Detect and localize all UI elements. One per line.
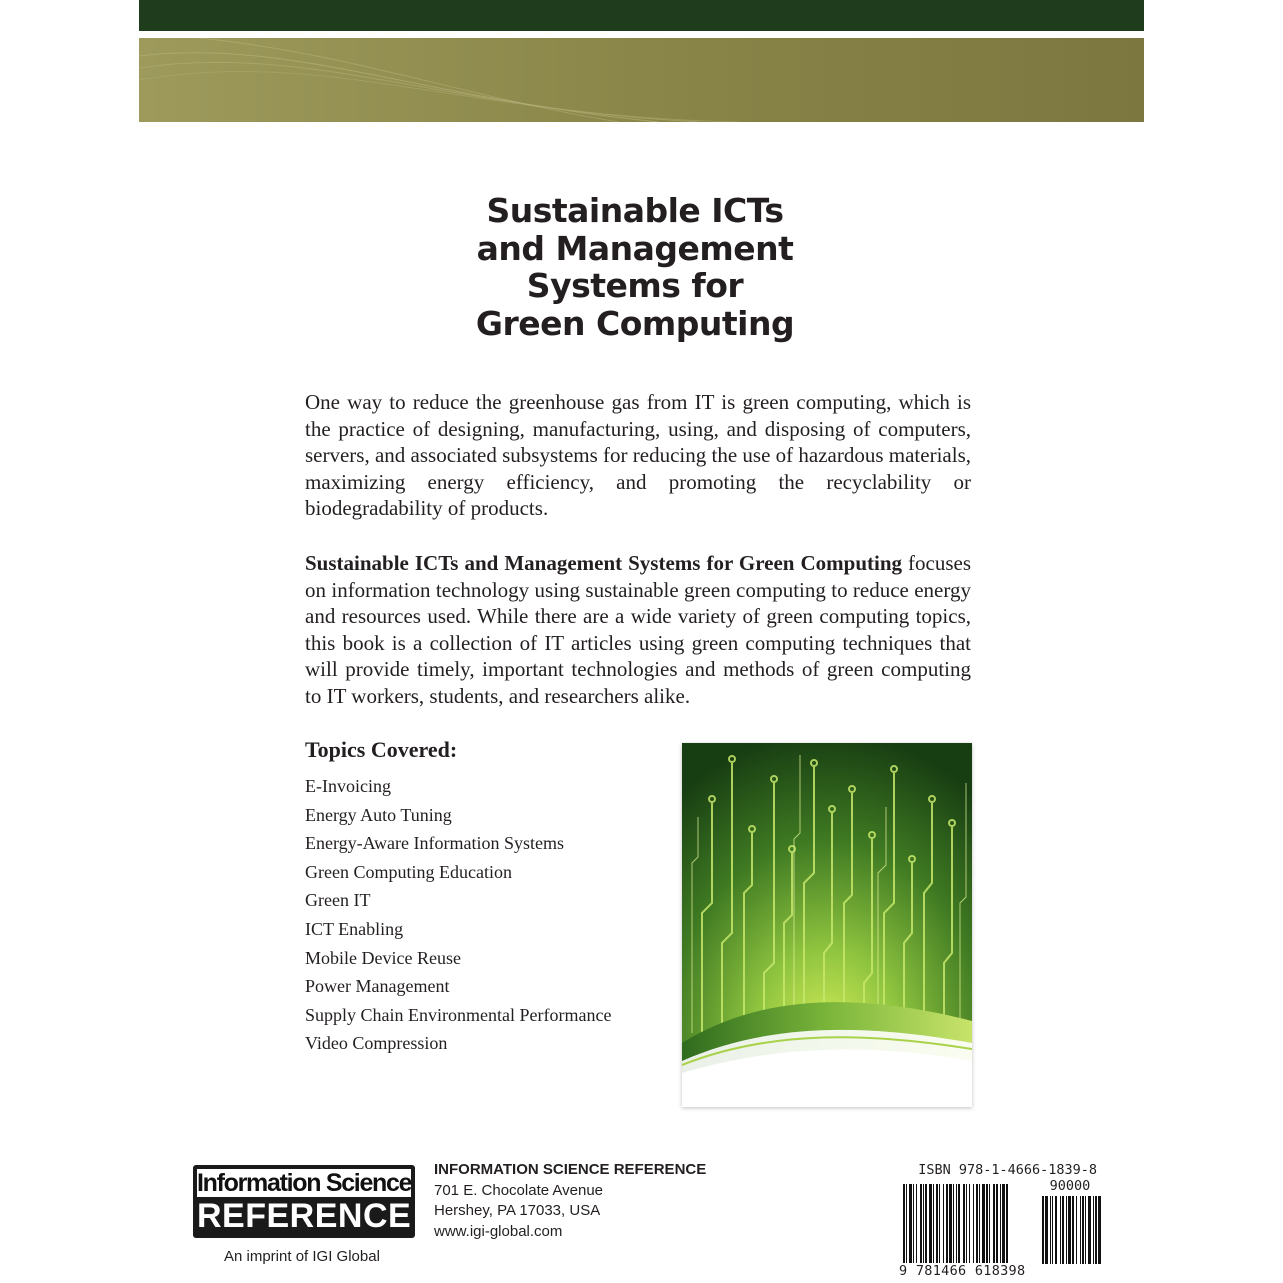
barcode-bar (1098, 1196, 1101, 1264)
barcode-bar (943, 1184, 944, 1264)
description-paragraph-1: One way to reduce the greenhouse gas from IT is green computing, which is the practice of designing, manufacturing, using, and disposing of computers, servers, and associated subsystems for reducing the use of hazardous materials, maximizing energy efficiency, and promoting the recyclability or biodegradability of products. (305, 390, 971, 521)
description-paragraph-2 (305, 550, 971, 710)
barcode-bar (973, 1184, 974, 1264)
barcode-bar (989, 1184, 990, 1264)
decorative-swoosh (139, 38, 1144, 122)
barcode-bar (1066, 1196, 1067, 1264)
barcode-bar (1006, 1184, 1008, 1264)
barcode-bar (963, 1184, 965, 1264)
header-olive-band (139, 38, 1144, 122)
topics-list (305, 772, 611, 1058)
barcode-bar (946, 1184, 948, 1264)
publisher-website[interactable]: www.igi-global.com (434, 1222, 563, 1240)
title-line: and Management (476, 228, 794, 268)
topic-item: Power Management (305, 976, 450, 997)
barcode-bar (1050, 1196, 1051, 1264)
topic-item: Green Computing Education (305, 861, 512, 882)
barcode-bar (1082, 1196, 1084, 1264)
barcode-bar (1076, 1196, 1077, 1264)
barcode-bar (993, 1184, 995, 1264)
topics-heading: Topics Covered: (305, 737, 458, 762)
barcode-bar (1080, 1196, 1081, 1264)
barcode-bar (936, 1184, 938, 1264)
barcode-bar (976, 1184, 978, 1264)
cover-thumbnail-image (682, 743, 972, 1107)
barcode-bar (1002, 1184, 1005, 1264)
publisher-name: INFORMATION SCIENCE REFERENCE (434, 1161, 707, 1178)
barcode-bar (956, 1184, 957, 1264)
topic-item: Supply Chain Environmental Performance (305, 1004, 612, 1025)
barcode-bar (949, 1184, 952, 1264)
isbn-text: ISBN 978-1-4666-1839-8 (918, 1162, 1097, 1178)
barcode-bar (913, 1184, 914, 1264)
barcode-bar (996, 1184, 998, 1264)
barcode-bar (929, 1184, 932, 1264)
barcode-bar (1000, 1184, 1001, 1264)
ean-digits: 9 781466 618398 (899, 1263, 1026, 1279)
publisher-logo (193, 1165, 415, 1238)
barcode-bar (1055, 1196, 1057, 1264)
title-line: Green Computing (475, 303, 795, 343)
barcode-bar (966, 1184, 967, 1264)
barcode-bar (986, 1184, 988, 1264)
address-line-1: 701 E. Chocolate Avenue (434, 1181, 604, 1199)
barcode-bar (958, 1184, 960, 1264)
barcode-bar (982, 1184, 985, 1264)
barcode-bar (903, 1184, 905, 1264)
barcode-bar (925, 1184, 927, 1264)
circuit-art (682, 743, 972, 1107)
barcode-bar (1045, 1196, 1048, 1264)
imprint-text: An imprint of IGI Global (224, 1248, 380, 1265)
barcode-bar (1068, 1196, 1071, 1264)
price-code: 90000 (1040, 1178, 1100, 1194)
topic-item: Energy-Aware Information Systems (305, 833, 564, 854)
barcode-bar (1093, 1196, 1094, 1264)
barcode-bar (1042, 1196, 1044, 1264)
paragraph-2-text: focuses on information technology using sustainable green computing to reduce energy and resources used. While there are a wide variety of green computing topics, this book is a collection of IT articles using green computing techniques that will provide timely, important technologies and methods of green computing to IT workers, students, and researchers alike. (305, 551, 971, 708)
topic-item: Energy Auto Tuning (305, 804, 452, 825)
publisher-address (434, 1160, 706, 1242)
header-dark-bar (139, 0, 1144, 31)
topic-item: Video Compression (305, 1033, 448, 1054)
topic-item: Green IT (305, 890, 371, 911)
barcode-bar (933, 1184, 934, 1264)
barcode-bar (916, 1184, 917, 1264)
topic-item: E-Invoicing (305, 776, 391, 796)
topic-item: ICT Enabling (305, 918, 404, 939)
barcode-bar (1062, 1196, 1064, 1264)
barcode-bar (1085, 1196, 1086, 1264)
barcode-bar (1060, 1196, 1061, 1264)
barcode-bar (939, 1184, 940, 1264)
barcode-bar (906, 1184, 907, 1264)
barcode-bar (909, 1184, 912, 1264)
barcode-bar (1095, 1196, 1097, 1264)
barcode-bar (953, 1184, 954, 1264)
barcode-bar (1052, 1196, 1053, 1264)
book-title-inline: Sustainable ICTs and Management Systems for Green Computing (305, 551, 903, 575)
logo-line-1: Information Science (197, 1169, 412, 1197)
book-title (380, 192, 890, 342)
barcode-bar (1088, 1196, 1091, 1264)
barcode-bar (979, 1184, 980, 1264)
barcode-bar (920, 1184, 922, 1264)
title-line: Systems for (526, 266, 744, 305)
barcode-bar (969, 1184, 970, 1264)
barcode-bar (1072, 1196, 1074, 1264)
barcode-bar (923, 1184, 924, 1264)
logo-line-2: REFERENCE (197, 1197, 412, 1235)
address-line-2: Hershey, PA 17033, USA (434, 1202, 601, 1219)
title-line: Sustainable ICTs (486, 191, 784, 230)
topic-item: Mobile Device Reuse (305, 947, 461, 968)
